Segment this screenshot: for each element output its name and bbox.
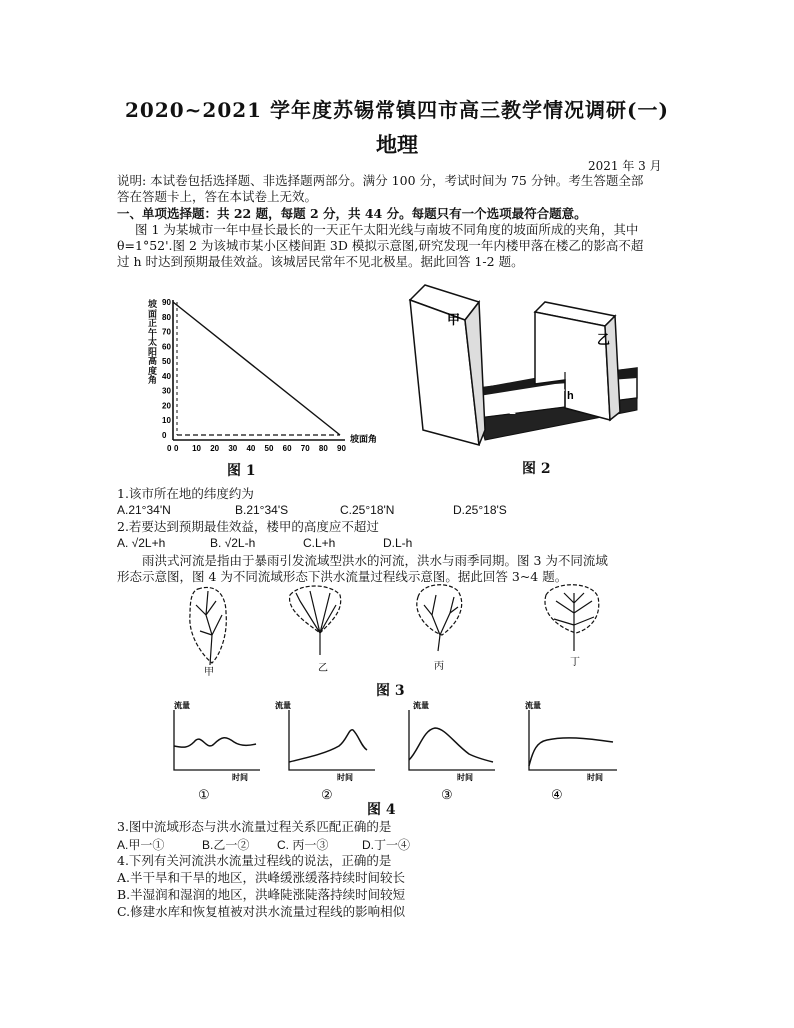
hydrograph-3 bbox=[409, 700, 495, 802]
q2-stem: 2.若要达到预期最佳效益，楼甲的高度应不超过 bbox=[117, 519, 379, 534]
hydrograph-1-ylabel: 流量 bbox=[174, 701, 190, 710]
q4-option-a[interactable]: A.半干旱和干旱的地区，洪峰缓涨缓落持续时间较长 bbox=[117, 870, 406, 885]
figure1-y-tick-label: 60 bbox=[162, 342, 171, 352]
basin-yi bbox=[290, 586, 341, 655]
q2-option-c[interactable]: C.L+h bbox=[303, 536, 336, 550]
figure1-x-tick-label: 20 bbox=[210, 444, 220, 453]
instructions-line-1: 说明: 本试卷包括选择题、非选择题两部分。满分 100 分，考试时间为 75 分钟。考生答题全部 bbox=[117, 173, 644, 188]
basin-ding bbox=[545, 585, 599, 651]
basin-jia bbox=[190, 587, 227, 665]
figure-1 bbox=[140, 288, 378, 458]
figure1-y-tick-label: 50 bbox=[162, 357, 171, 367]
q2-option-b[interactable]: B. √2L-h bbox=[210, 536, 256, 550]
basin-label-yi: 乙 bbox=[318, 663, 328, 674]
figure1-x-tick-label: 60 bbox=[282, 444, 292, 453]
hydrograph-4 bbox=[525, 700, 617, 802]
section-heading: 一、单项选择题：共 22 题，每题 2 分，共 44 分。每题只有一个选项最符合题意。 bbox=[117, 206, 587, 221]
basin-label-jia: 甲 bbox=[204, 667, 214, 678]
intro-3-4-line-2: 形态示意图，图 4 为不同流域形态下洪水流量过程线示意图。据此回答 3~4 题。 bbox=[117, 569, 568, 584]
q3-option-d[interactable]: D.丁一④ bbox=[362, 838, 411, 852]
hydrograph-2 bbox=[275, 700, 375, 802]
figure1-y-tick-label: 10 bbox=[162, 416, 171, 426]
hydrograph-3-xlabel: 时间 bbox=[457, 773, 473, 782]
hydrograph-1 bbox=[174, 700, 260, 802]
height-label: h bbox=[567, 390, 574, 402]
building-a-label: 甲 bbox=[447, 312, 461, 327]
figure1-origin-label: 0 bbox=[167, 444, 172, 453]
basin-label-ding: 丁 bbox=[570, 657, 580, 668]
figure1-x-tick-label: 10 bbox=[192, 444, 202, 453]
figure1-y-tick-label: 80 bbox=[162, 312, 171, 322]
hydrograph-2-xlabel: 时间 bbox=[337, 773, 353, 782]
hydrograph-2-label: ② bbox=[321, 787, 333, 802]
intro-1-2-line-2: θ=1°52'.图 2 为该城市某小区楼间距 3D 模拟示意图,研究发现一年内楼甲落在楼乙的影高不超 bbox=[117, 238, 644, 253]
figure1-y-tick-label: 30 bbox=[162, 386, 171, 396]
hydrograph-1-label: ① bbox=[198, 787, 210, 802]
intro-1-2-line-3: 过 h 时达到预期最佳效益。该城居民常年不见北极星。据此回答 1-2 题。 bbox=[117, 254, 524, 269]
q3-option-a[interactable]: A.甲一① bbox=[117, 838, 165, 852]
figure1-x-tick-label: 70 bbox=[300, 444, 310, 453]
q1-option-b[interactable]: B.21°34'S bbox=[235, 503, 289, 517]
q4-option-c[interactable]: C.修建水库和恢复植被对洪水流量过程线的影响相似 bbox=[117, 904, 406, 919]
q4-option-b[interactable]: B.半湿润和湿润的地区，洪峰陡涨陡落持续时间较短 bbox=[117, 887, 406, 902]
instructions-line-2: 答在答题卡上，答在本试卷上无效。 bbox=[117, 189, 318, 204]
hydrograph-4-xlabel: 时间 bbox=[587, 773, 603, 782]
figure-2 bbox=[405, 280, 645, 460]
figure1-y-tick-label: 20 bbox=[162, 401, 171, 411]
figure3-caption: 图 3 bbox=[376, 683, 405, 699]
basin-bing bbox=[417, 585, 462, 651]
figure1-x-tick-label: 90 bbox=[337, 444, 346, 453]
figure1-x-tick-label: 50 bbox=[264, 444, 274, 453]
basin-label-bing: 丙 bbox=[434, 661, 444, 672]
intro-1-2-line-1: 图 1 为某城市一年中昼长最长的一天正午太阳光线与南坡不同角度的坡面所成的夹角，其中 bbox=[135, 222, 639, 237]
hydrograph-4-label: ④ bbox=[551, 787, 563, 802]
building-b-label: 乙 bbox=[597, 332, 611, 347]
figure-4 bbox=[160, 700, 620, 805]
figure1-x-tick-label: 40 bbox=[246, 444, 256, 453]
figure1-angle-line bbox=[173, 302, 340, 435]
q1-stem: 1.该市所在地的纬度约为 bbox=[117, 486, 254, 501]
figure4-caption: 图 4 bbox=[367, 802, 396, 818]
figure1-y-tick-label: 70 bbox=[162, 327, 171, 337]
subject-title: 地理 bbox=[376, 132, 418, 157]
q2-option-d[interactable]: D.L-h bbox=[383, 536, 413, 550]
figure1-y-tick-label: 90 bbox=[162, 298, 171, 307]
figure1-ylabel: 坡面正午太阳高度角 bbox=[148, 299, 158, 385]
hydrograph-3-ylabel: 流量 bbox=[413, 701, 429, 710]
exam-date: 2021 年 3 月 bbox=[588, 159, 662, 173]
q1-option-c[interactable]: C.25°18'N bbox=[340, 503, 395, 517]
exam-title: 2020~2021 学年度苏锡常镇四市高三教学情况调研(一) bbox=[125, 98, 669, 122]
hydrograph-3-label: ③ bbox=[441, 787, 453, 802]
figure1-y-tick-label: 40 bbox=[162, 371, 171, 381]
q3-option-b[interactable]: B.乙一② bbox=[202, 838, 250, 852]
distance-label: L bbox=[509, 405, 516, 417]
q1-option-d[interactable]: D.25°18'S bbox=[453, 503, 507, 517]
q3-option-c[interactable]: C. 丙一③ bbox=[277, 838, 329, 852]
figure1-x-tick-label: 80 bbox=[318, 444, 328, 453]
figure1-x-tick-label: 0 bbox=[174, 444, 179, 453]
figure1-caption: 图 1 bbox=[227, 463, 256, 479]
figure1-y-tick-label: 0 bbox=[162, 431, 167, 440]
figure2-caption: 图 2 bbox=[522, 461, 551, 477]
intro-3-4-line-1: 雨洪式河流是指由于暴雨引发流域型洪水的河流，洪水与雨季同期。图 3 为不同流域 bbox=[142, 553, 608, 568]
figure1-x-tick-label: 30 bbox=[228, 444, 238, 453]
hydrograph-4-ylabel: 流量 bbox=[525, 701, 541, 710]
q2-option-a[interactable]: A. √2L+h bbox=[117, 536, 166, 550]
hydrograph-1-xlabel: 时间 bbox=[232, 773, 248, 782]
figure-3 bbox=[160, 585, 640, 680]
q4-stem: 4.下列有关河流洪水流量过程线的说法，正确的是 bbox=[117, 853, 392, 868]
q1-option-a[interactable]: A.21°34'N bbox=[117, 503, 171, 517]
figure1-xlabel: 坡面角 bbox=[350, 434, 378, 444]
q3-stem: 3.图中流域形态与洪水流量过程关系匹配正确的是 bbox=[117, 819, 392, 834]
hydrograph-2-ylabel: 流量 bbox=[275, 701, 291, 710]
